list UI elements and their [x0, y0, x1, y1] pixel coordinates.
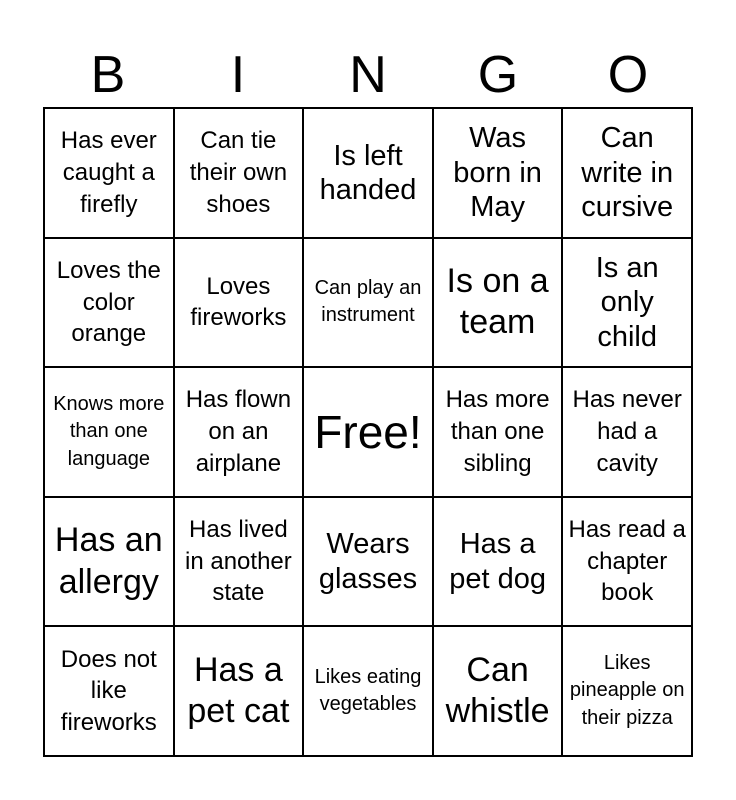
bingo-cell: Was born in May — [433, 108, 563, 238]
bingo-cell: Likes pineapple on their pizza — [562, 626, 692, 756]
bingo-header — [43, 45, 693, 105]
bingo-cell: Knows more than one language — [44, 367, 174, 497]
bingo-cell: Does not like fireworks — [44, 626, 174, 756]
bingo-cell: Has more than one sibling — [433, 367, 563, 497]
bingo-cell: Can play an instrument — [303, 238, 433, 368]
header-letter-b: B — [90, 46, 126, 104]
bingo-cell: Has flown on an airplane — [174, 367, 304, 497]
bingo-cell: Has lived in another state — [174, 497, 304, 627]
bingo-cell: Likes eating vegetables — [303, 626, 433, 756]
free-space: Free! — [303, 367, 433, 497]
bingo-cell: Is an only child — [562, 238, 692, 368]
header-letter-i: I — [230, 46, 246, 104]
bingo-cell: Can tie their own shoes — [174, 108, 304, 238]
bingo-cell: Loves fireworks — [174, 238, 304, 368]
bingo-cell: Is left handed — [303, 108, 433, 238]
header-letter-o: O — [607, 46, 649, 104]
header-letter-n: N — [349, 46, 387, 104]
bingo-cell: Has an allergy — [44, 497, 174, 627]
bingo-cell: Loves the color orange — [44, 238, 174, 368]
header-letter-g: G — [477, 46, 519, 104]
bingo-cell: Is on a team — [433, 238, 563, 368]
bingo-cell: Has read a chapter book — [562, 497, 692, 627]
bingo-cell: Has ever caught a firefly — [44, 108, 174, 238]
bingo-cell: Wears glasses — [303, 497, 433, 627]
bingo-cell: Has a pet dog — [433, 497, 563, 627]
bingo-cell: Has a pet cat — [174, 626, 304, 756]
bingo-cell: Can write in cursive — [562, 108, 692, 238]
bingo-cell: Has never had a cavity — [562, 367, 692, 497]
bingo-cell: Can whistle — [433, 626, 563, 756]
bingo-grid — [43, 107, 693, 757]
